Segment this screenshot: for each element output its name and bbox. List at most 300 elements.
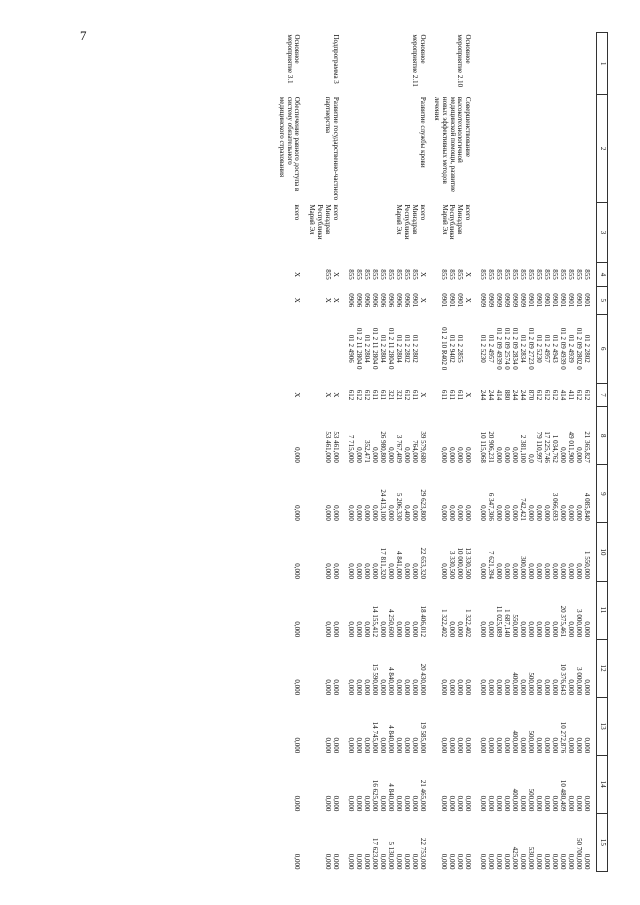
table-cell: 855 bbox=[386, 269, 395, 280]
table-cell: 11 025,089 bbox=[495, 605, 503, 638]
total-cell: 0,000 bbox=[293, 447, 302, 463]
table-cell: 0,000 bbox=[487, 679, 495, 696]
section-col-6 bbox=[477, 314, 597, 383]
table-cell: 0,000 bbox=[583, 737, 591, 754]
column-header-14: 14 bbox=[597, 755, 608, 813]
table-cell: 855 bbox=[535, 269, 543, 280]
section-col-15 bbox=[276, 813, 306, 871]
table-cell: 16 625,000 bbox=[370, 779, 379, 812]
table-cell: 500,000 bbox=[527, 788, 535, 812]
table-cell: 0,000 bbox=[583, 621, 591, 638]
total-cell: X bbox=[418, 271, 427, 278]
table-row bbox=[307, 33, 345, 872]
section-col-8 bbox=[477, 407, 597, 465]
table-cell: 300,000 bbox=[519, 556, 527, 579]
section-executor bbox=[345, 202, 432, 262]
table-cell: 1 550,000 bbox=[583, 551, 591, 579]
table-cell: 0,000 bbox=[448, 795, 456, 812]
table-cell: 0,000 bbox=[410, 563, 419, 579]
table-row bbox=[345, 33, 432, 872]
column-header-8: 8 bbox=[597, 407, 608, 465]
table-cell: 0,000 bbox=[503, 853, 511, 870]
table-cell: 0,000 bbox=[448, 679, 456, 696]
table-cell: 400,000 bbox=[511, 730, 519, 754]
table-cell: 0,000 bbox=[386, 447, 395, 463]
table-cell: 10 480,409 bbox=[559, 779, 567, 812]
table-cell: 0,000 bbox=[551, 853, 559, 870]
table-cell: 10 000,000 bbox=[456, 547, 464, 579]
table-cell: 0,000 bbox=[402, 447, 411, 463]
table-cell: 01 2 9402 bbox=[448, 334, 456, 363]
table-cell: 0,000 bbox=[362, 505, 371, 521]
section-col-10 bbox=[276, 523, 306, 581]
total-cell: X bbox=[293, 271, 302, 278]
table-cell: 01 2 2834 bbox=[519, 334, 527, 363]
table-cell: 5 130,000 bbox=[386, 841, 395, 870]
table-cell: 0,000 bbox=[448, 447, 456, 463]
total-cell: 22 753,000 bbox=[418, 838, 427, 870]
table-cell: 0901 bbox=[456, 293, 464, 308]
table-cell: 0,000 bbox=[583, 853, 591, 870]
table-cell: 0901 bbox=[440, 293, 448, 308]
table-cell: 612 bbox=[543, 389, 551, 401]
table-cell: 0909 bbox=[511, 293, 519, 308]
section-col-5 bbox=[432, 286, 477, 314]
table-cell: 0,000 bbox=[503, 679, 511, 696]
table-cell: 0,000 bbox=[527, 621, 535, 638]
column-header-12: 12 bbox=[597, 639, 608, 697]
total-cell: 0,000 bbox=[464, 853, 472, 870]
table-cell: 855 bbox=[354, 269, 363, 280]
table-cell: 530,000 bbox=[527, 846, 535, 870]
total-cell: 0,000 bbox=[464, 505, 472, 521]
table-cell: 855 bbox=[551, 269, 559, 280]
table-cell: 0,000 bbox=[323, 563, 332, 579]
section-col-10 bbox=[307, 523, 345, 581]
total-cell: 1 322,402 bbox=[464, 609, 472, 638]
section-col-12 bbox=[345, 639, 432, 697]
column-header-9: 9 bbox=[597, 465, 608, 523]
column-header-2: 2 bbox=[597, 95, 608, 203]
table-cell: 855 bbox=[583, 269, 591, 280]
table-cell: 0,000 bbox=[543, 563, 551, 579]
table-cell: 0906 bbox=[370, 293, 379, 308]
table-cell: 0,000 bbox=[456, 737, 464, 754]
table-cell: 0,000 bbox=[575, 447, 583, 463]
table-cell: 4 250,600 bbox=[386, 609, 395, 638]
table-cell: 0,000 bbox=[535, 505, 543, 521]
section-col-15 bbox=[345, 813, 432, 871]
table-cell: 0,000 bbox=[567, 505, 575, 521]
table-cell: 0,000 bbox=[346, 795, 355, 812]
table-cell: 20 375,461 bbox=[559, 605, 567, 638]
table-cell: 400,000 bbox=[511, 788, 519, 812]
table-cell: 0909 bbox=[519, 293, 527, 308]
table-cell: 4 840,000 bbox=[386, 783, 395, 812]
table-cell: 0,000 bbox=[378, 679, 387, 696]
table-cell: 0,000 bbox=[386, 505, 395, 521]
table-cell: 855 bbox=[567, 269, 575, 280]
section-col-13 bbox=[307, 697, 345, 755]
table-cell: 0,000 bbox=[378, 853, 387, 870]
table-cell: 0,000 bbox=[394, 795, 403, 812]
table-cell: 0,000 bbox=[394, 621, 403, 638]
table-cell: 01 2 4957 bbox=[543, 334, 551, 363]
table-cell: 3 000,000 bbox=[575, 609, 583, 638]
table-cell: 0,000 bbox=[567, 853, 575, 870]
total-cell: 22 653,320 bbox=[418, 547, 427, 579]
table-cell: 0909 bbox=[487, 293, 495, 308]
table-cell: 0901 bbox=[551, 293, 559, 308]
total-cell bbox=[293, 316, 301, 381]
total-cell: X bbox=[331, 392, 340, 398]
section-description: Развитие службы крови bbox=[418, 96, 427, 168]
table-cell: 0,000 bbox=[567, 621, 575, 638]
table-cell: 0,000 bbox=[402, 853, 411, 870]
executor-label: Минздрав Республики Марий Эл bbox=[395, 204, 419, 240]
table-cell: 0,000 bbox=[479, 737, 487, 754]
table-cell: 0909 bbox=[503, 293, 511, 308]
table-cell: 0,000 bbox=[487, 621, 495, 638]
section-col-11 bbox=[276, 581, 306, 639]
table-cell: 0,000 bbox=[354, 737, 363, 754]
section-col-4 bbox=[345, 263, 432, 287]
section-col-9 bbox=[477, 465, 597, 523]
table-cell: 0,000 bbox=[346, 853, 355, 870]
table-cell: 611 bbox=[448, 389, 456, 401]
table-cell: 612 bbox=[402, 389, 411, 401]
table-cell: 0,000 bbox=[346, 505, 355, 521]
table-cell: 0,000 bbox=[456, 447, 464, 463]
table-cell: 0,000 bbox=[354, 621, 363, 638]
table-cell: 4 840,000 bbox=[386, 725, 395, 754]
table-cell: 414 bbox=[495, 389, 503, 401]
total-cell: 0,000 bbox=[293, 563, 302, 579]
total-cell: 0,000 bbox=[331, 737, 340, 754]
table-cell: 855 bbox=[402, 269, 411, 280]
table-cell: 0,000 bbox=[354, 679, 363, 696]
section-col-9 bbox=[307, 465, 345, 523]
table-cell: 0,000 bbox=[410, 853, 419, 870]
table-cell: 01 2 5230 bbox=[535, 334, 543, 363]
table-cell: 0,000 bbox=[323, 853, 332, 870]
table-cell: 24 413,100 bbox=[378, 489, 387, 521]
total-cell: 53 461,000 bbox=[331, 431, 340, 463]
table-cell: 612 bbox=[583, 389, 591, 401]
section-col-14 bbox=[276, 755, 306, 813]
table-cell: 0,000 bbox=[567, 563, 575, 579]
table-cell: 0,000 bbox=[567, 679, 575, 696]
table-cell: 26 980,800 bbox=[378, 431, 387, 463]
section-col-9 bbox=[276, 465, 306, 523]
total-cell: 0,000 bbox=[331, 795, 340, 812]
section-col-5 bbox=[477, 286, 597, 314]
table-cell: 21 365,827 bbox=[583, 431, 591, 463]
table-cell: 0,000 bbox=[362, 795, 371, 812]
table-cell: 01 2 2804 bbox=[362, 334, 371, 363]
total-cell: 19 585,000 bbox=[418, 721, 427, 754]
table-row bbox=[477, 33, 597, 872]
section-col-13 bbox=[477, 697, 597, 755]
section-name: Основное мероприятие 3.1 bbox=[285, 34, 302, 84]
section-col-5 bbox=[345, 286, 432, 314]
table-cell: 0,000 bbox=[386, 563, 395, 579]
table-cell: 0,000 bbox=[456, 795, 464, 812]
table-cell: 0,000 bbox=[370, 505, 379, 521]
column-header-5: 5 bbox=[597, 286, 608, 314]
table-cell: 4 085,840 bbox=[583, 492, 591, 521]
total-cell: X bbox=[293, 297, 302, 303]
total-cell bbox=[418, 316, 426, 381]
table-cell: 0906 bbox=[378, 293, 387, 308]
table-cell: 0,000 bbox=[394, 853, 403, 870]
table-cell: 3 330,500 bbox=[448, 551, 456, 579]
table-cell: 3 767,409 bbox=[394, 434, 403, 463]
table-cell: 0,000 bbox=[551, 679, 559, 696]
section-col-7 bbox=[307, 383, 345, 407]
table-cell: 0,000 bbox=[440, 679, 448, 696]
section-col-11 bbox=[307, 581, 345, 639]
table-cell: 0901 bbox=[559, 293, 567, 308]
table-cell: 0,000 bbox=[535, 795, 543, 812]
table-cell: 0,000 bbox=[511, 563, 519, 579]
table-cell: 0,000 bbox=[535, 853, 543, 870]
table-cell: 17 811,320 bbox=[378, 547, 387, 579]
table-cell: 0,000 bbox=[410, 679, 419, 696]
column-number-header bbox=[597, 33, 608, 872]
section-name: Основное мероприятие 2.10 bbox=[456, 34, 472, 88]
table-cell: 0909 bbox=[479, 293, 487, 308]
rotated-budget-table bbox=[119, 32, 608, 872]
section-col-11 bbox=[432, 581, 477, 639]
table-cell: 0,000 bbox=[440, 505, 448, 521]
table-cell: 0,000 bbox=[503, 563, 511, 579]
table-cell: 0,000 bbox=[354, 853, 363, 870]
table-cell: 0,000 bbox=[535, 563, 543, 579]
table-cell: 414 bbox=[559, 389, 567, 401]
table-cell: 01 2 4939 bbox=[567, 334, 575, 363]
table-cell: 0,000 bbox=[402, 563, 411, 579]
table-cell: 01 2 09 4939 0 bbox=[495, 327, 503, 370]
total-cell: 21 465,000 bbox=[418, 779, 427, 812]
section-col-6 bbox=[276, 314, 306, 383]
table-cell: 01 2 2802 bbox=[402, 334, 411, 363]
table-cell: 611 bbox=[378, 389, 387, 401]
table-cell: 855 bbox=[527, 269, 535, 280]
column-header-11: 11 bbox=[597, 581, 608, 639]
table-cell: 3 066,693 bbox=[551, 492, 559, 521]
table-cell: 855 bbox=[575, 269, 583, 280]
section-col-8 bbox=[276, 407, 306, 465]
table-cell: 0,000 bbox=[370, 563, 379, 579]
table-cell: 0,000 bbox=[448, 853, 456, 870]
total-cell: 0,000 bbox=[464, 737, 472, 754]
section-executor bbox=[477, 202, 597, 262]
table-cell: 0,000 bbox=[487, 853, 495, 870]
table-cell: 500,000 bbox=[527, 672, 535, 696]
table-cell: 855 bbox=[487, 269, 495, 280]
table-cell: 0,000 bbox=[559, 505, 567, 521]
executor-label: Минздрав Республики Марий Эл bbox=[308, 204, 332, 240]
table-row bbox=[432, 33, 477, 872]
table-cell: 0,000 bbox=[362, 621, 371, 638]
table-cell: 880 bbox=[503, 389, 511, 401]
table-cell: 01 2 11 2804 0 bbox=[354, 327, 363, 370]
table-cell: 611 bbox=[456, 389, 464, 401]
column-header-3: 3 bbox=[597, 202, 608, 262]
table-cell: 0,000 bbox=[378, 795, 387, 812]
table-cell: 0,000 bbox=[370, 447, 379, 463]
table-cell: 612 bbox=[346, 389, 355, 401]
table-cell: 244 bbox=[511, 389, 519, 401]
table-cell: 0,000 bbox=[535, 621, 543, 638]
table-cell: 0,000 bbox=[503, 447, 511, 463]
total-cell: 29 623,800 bbox=[418, 489, 427, 521]
table-cell: 0909 bbox=[495, 293, 503, 308]
section-col-13 bbox=[432, 697, 477, 755]
table-cell: 0,000 bbox=[535, 679, 543, 696]
table-cell: 550,000 bbox=[511, 614, 519, 638]
table-cell: 612 bbox=[551, 389, 559, 401]
section-col-4 bbox=[432, 263, 477, 287]
table-cell: X bbox=[323, 297, 332, 303]
table-cell: 0906 bbox=[402, 293, 411, 308]
table-cell: 01 2 09 4939 0 bbox=[559, 327, 567, 370]
total-cell: X bbox=[331, 297, 340, 303]
table-cell: 0901 bbox=[543, 293, 551, 308]
column-header-7: 7 bbox=[597, 383, 608, 407]
section-col-5 bbox=[276, 286, 306, 314]
table-cell: 425,000 bbox=[511, 846, 519, 870]
table-cell: 0,000 bbox=[527, 505, 535, 521]
table-cell: 0906 bbox=[386, 293, 395, 308]
table-cell: 855 bbox=[378, 269, 387, 280]
table-cell: 855 bbox=[362, 269, 371, 280]
table-cell: 1 034,762 bbox=[551, 434, 559, 463]
table-cell: 0,000 bbox=[402, 737, 411, 754]
section-name: Подпрограмма 3 bbox=[331, 34, 340, 84]
table-cell: 01 2 2855 bbox=[456, 334, 464, 363]
section-col-4 bbox=[276, 263, 306, 287]
section-description: Развитие государственно-частного партнерства bbox=[323, 96, 340, 201]
table-cell: 0,000 bbox=[479, 853, 487, 870]
table-cell: 0,000 bbox=[583, 795, 591, 812]
table-cell: 0,000 bbox=[543, 795, 551, 812]
section-col-15 bbox=[477, 813, 597, 871]
section-col-8 bbox=[345, 407, 432, 465]
table-cell: 855 bbox=[456, 269, 464, 280]
table-cell: 0,000 bbox=[519, 679, 527, 696]
table-cell: 0,000 bbox=[378, 737, 387, 754]
table-cell: 244 bbox=[487, 389, 495, 401]
section-col-12 bbox=[477, 639, 597, 697]
section-col-5 bbox=[307, 286, 345, 314]
table-cell: 0906 bbox=[346, 293, 355, 308]
section-col-7 bbox=[276, 383, 306, 407]
table-cell: 0,000 bbox=[323, 795, 332, 812]
table-cell: 0,000 bbox=[410, 621, 419, 638]
table-cell: 0,000 bbox=[362, 737, 371, 754]
table-cell: 20 906,231 bbox=[487, 431, 495, 463]
total-cell: 0,000 bbox=[293, 621, 302, 638]
section-col-4 bbox=[307, 263, 345, 287]
table-cell: 0,000 bbox=[410, 505, 419, 521]
table-cell: 6 347,306 bbox=[487, 492, 495, 521]
table-cell: 0901 bbox=[575, 293, 583, 308]
table-cell: 01 2 2804 bbox=[378, 334, 387, 363]
table-cell: 0,000 bbox=[511, 505, 519, 521]
total-cell: X bbox=[293, 392, 302, 398]
table-cell: 0,000 bbox=[519, 795, 527, 812]
section-executor bbox=[307, 202, 345, 262]
total-cell: 0,000 bbox=[293, 679, 302, 696]
table-cell: 7 715,000 bbox=[346, 434, 355, 463]
table-cell: 855 bbox=[479, 269, 487, 280]
section-col-14 bbox=[432, 755, 477, 813]
table-cell: 0901 bbox=[535, 293, 543, 308]
section-description bbox=[477, 95, 597, 203]
table-cell: 742,421 bbox=[519, 498, 527, 521]
section-col-6 bbox=[345, 314, 432, 383]
table-cell: 0,000 bbox=[511, 447, 519, 463]
total-cell: 0,000 bbox=[293, 853, 302, 870]
table-cell: 0,000 bbox=[551, 795, 559, 812]
table-cell: 855 bbox=[511, 269, 519, 280]
table-cell: 0,000 bbox=[448, 505, 456, 521]
table-cell: 0,000 bbox=[346, 679, 355, 696]
total-cell: 0,000 bbox=[331, 853, 340, 870]
section-col-14 bbox=[477, 755, 597, 813]
table-cell: 0,000 bbox=[495, 853, 503, 870]
table-cell: 10 376,643 bbox=[559, 663, 567, 696]
total-cell: 0,000 bbox=[464, 795, 472, 812]
table-cell: 3 000,000 bbox=[575, 667, 583, 696]
table-cell: 0,000 bbox=[354, 795, 363, 812]
table-cell: 0,000 bbox=[575, 563, 583, 579]
section-col-8 bbox=[432, 407, 477, 465]
table-cell: 0,000 bbox=[495, 679, 503, 696]
section-name: Основное мероприятие 2.11 bbox=[410, 34, 427, 87]
table-cell: 0,000 bbox=[378, 621, 387, 638]
total-cell bbox=[331, 316, 339, 381]
table-cell: 855 bbox=[370, 269, 379, 280]
section-col-6 bbox=[307, 314, 345, 383]
table-cell: 0906 bbox=[362, 293, 371, 308]
total-cell: X bbox=[418, 297, 427, 303]
table-cell: 01 2 4906 bbox=[346, 334, 355, 363]
table-cell: 49 011,900 bbox=[567, 431, 575, 463]
table-cell: 01 2 11 2804 0 bbox=[386, 327, 395, 370]
table-cell: 0901 bbox=[567, 293, 575, 308]
section-executor bbox=[276, 202, 306, 262]
table-cell: 0,000 bbox=[583, 679, 591, 696]
total-cell: 0,000 bbox=[331, 679, 340, 696]
table-cell: 0,000 bbox=[440, 853, 448, 870]
table-cell: 01 2 10 R402 0 bbox=[440, 327, 448, 371]
table-cell: 0,000 bbox=[495, 505, 503, 521]
section-col-12 bbox=[307, 639, 345, 697]
table-cell: 855 bbox=[394, 269, 403, 280]
table-cell: 53 461,000 bbox=[323, 431, 332, 463]
table-cell: 0,000 bbox=[567, 795, 575, 812]
table-cell: 855 bbox=[346, 269, 355, 280]
table-cell: 411 bbox=[567, 389, 575, 401]
table-cell: 0,000 bbox=[551, 621, 559, 638]
table-cell: 0,0 bbox=[527, 454, 535, 463]
total-cell: X bbox=[418, 392, 427, 398]
table-body bbox=[276, 33, 596, 872]
table-cell: 0,000 bbox=[551, 737, 559, 754]
